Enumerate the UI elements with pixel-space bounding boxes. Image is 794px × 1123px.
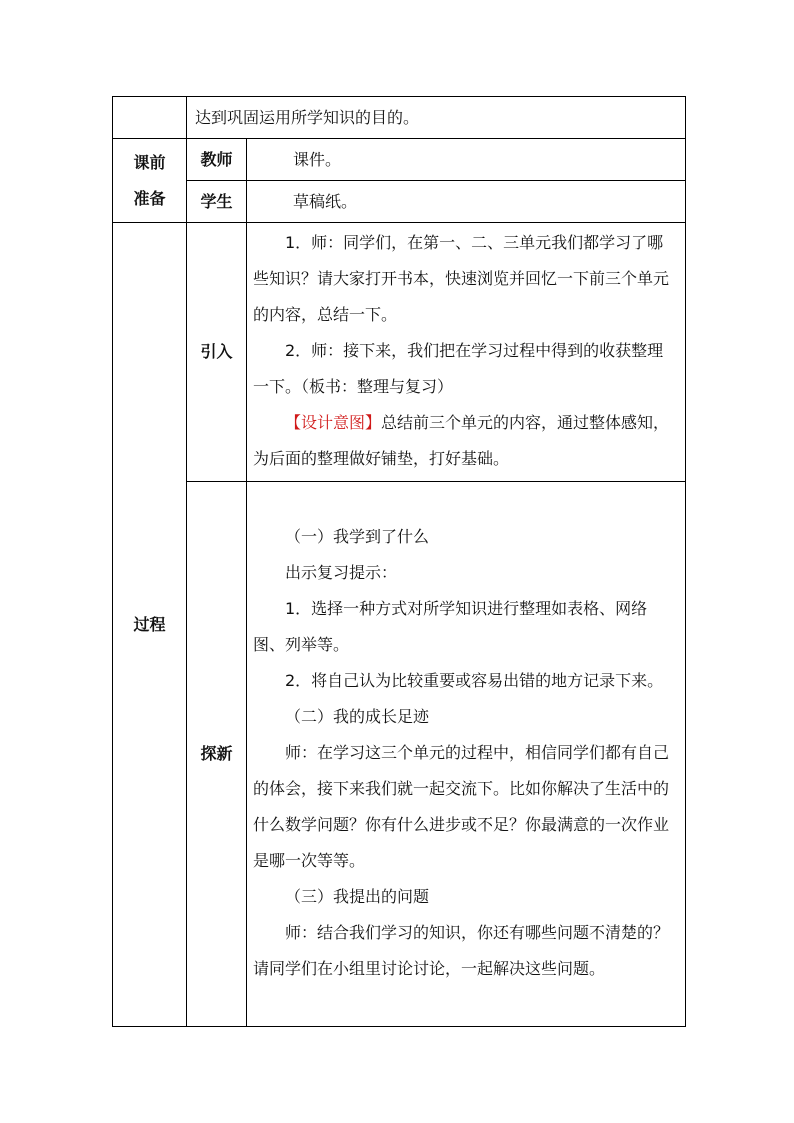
student-label: 学生 [187, 181, 247, 223]
objective-row [113, 97, 686, 139]
teacher-value: 课件。 [247, 139, 686, 181]
objective-text: 达到巩固运用所学知识的目的。 [187, 97, 686, 139]
explore-paragraph-4: 师：在学习这三个单元的过程中，相信同学们都有自己的体会，接下来我们就一起交流下。比如你解决了生活中的什么数学问题？你有什么进步或不足？你最满意的一次作业是哪一次等等。 [253, 743, 670, 870]
intro-row [113, 223, 686, 482]
intro-content [247, 223, 686, 482]
explore-paragraph-2: 1．选择一种方式对所学知识进行整理如表格、网络图、列举等。 [253, 599, 648, 654]
prep-label-cell [113, 139, 187, 223]
intro-label: 引入 [187, 223, 247, 482]
student-value: 草稿纸。 [247, 181, 686, 223]
design-intent-tag: 【设计意图】 [285, 413, 382, 432]
explore-label: 探新 [187, 482, 247, 1027]
prep-label-line2: 准备 [133, 188, 166, 208]
explore-heading-3: （三）我提出的问题 [285, 887, 430, 906]
explore-heading-1: （一）我学到了什么 [285, 527, 430, 546]
prep-teacher-row [113, 139, 686, 181]
prep-label-line1: 课前 [133, 152, 166, 172]
explore-heading-2: （二）我的成长足迹 [285, 707, 430, 726]
design-intent-paragraph [253, 405, 679, 477]
lesson-plan-table [112, 96, 686, 1027]
process-label: 过程 [113, 223, 187, 1027]
intro-paragraph-2: 2．师：接下来，我们把在学习过程中得到的收获整理一下。（板书：整理与复习） [253, 341, 664, 396]
explore-content [247, 482, 686, 1027]
explore-paragraph-1: 出示复习提示： [285, 563, 398, 582]
empty-label-cell [113, 97, 187, 139]
intro-paragraph-1: 1．师：同学们，在第一、二、三单元我们都学习了哪些知识？请大家打开书本，快速浏览并回忆一下前三个单元的内容，总结一下。 [253, 233, 670, 324]
explore-paragraph-3: 2．将自己认为比较重要或容易出错的地方记录下来。 [285, 671, 664, 690]
teacher-label: 教师 [187, 139, 247, 181]
design-intent-text: 总结前三个单元的内容，通过整体感知，为后面的整理做好铺垫，打好基础。 [253, 413, 670, 468]
explore-row [113, 482, 686, 1027]
prep-student-row [113, 181, 686, 223]
explore-paragraph-5: 师：结合我们学习的知识，你还有哪些问题不清楚的？请同学们在小组里讨论讨论，一起解决这些问题。 [253, 923, 670, 978]
